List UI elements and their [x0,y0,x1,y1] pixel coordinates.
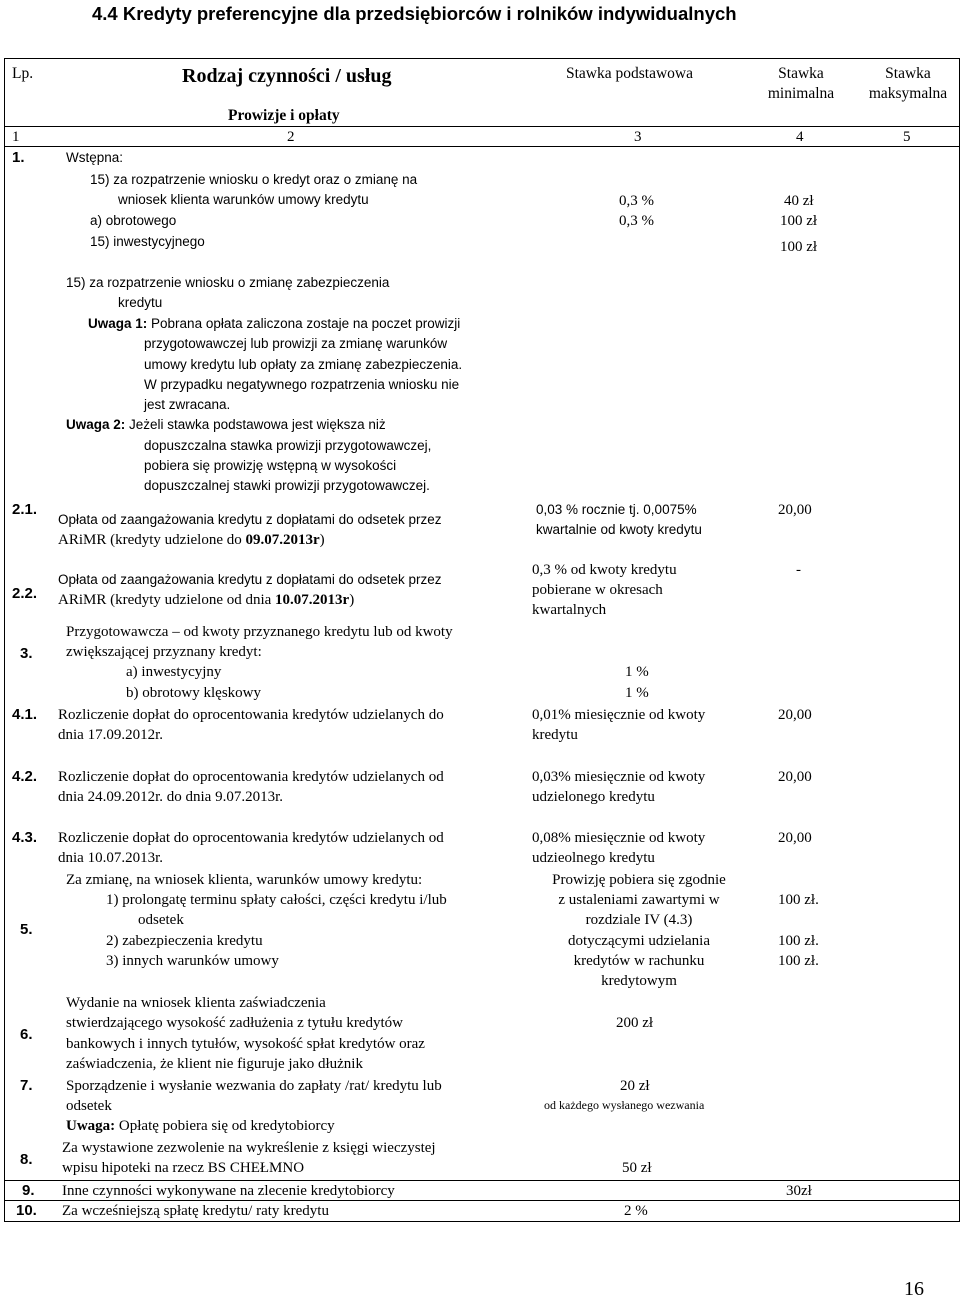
rate-value: 1 % [625,664,649,680]
header-rodzaj: Rodzaj czynności / usług [182,65,392,87]
note-label: Uwaga 2: [66,417,126,432]
note-text: Pobrana opłata zaliczona zostaje na poczet prowizji [147,316,461,331]
rate-value: pobierane w okresach [532,582,663,598]
row-text: Przygotowawcza – od kwoty przyznanego kredytu lub od kwoty [66,624,453,640]
row-text: stwierdzającego wysokość zadłużenia z tytułu kredytów [66,1015,403,1031]
row-text: 15) za rozpatrzenie wniosku o zmianę zabezpieczenia [66,275,390,290]
min-value: 20,00 [778,502,812,518]
rate-value: kredytów w rachunku [573,953,705,969]
col-number: 5 [903,129,911,145]
rate-value: z ustaleniami zawartymi w [558,892,720,908]
col-number: 4 [796,129,804,145]
rate-value: 200 zł [616,1015,654,1031]
header-stawka-min-2: minimalna [767,85,835,102]
row-text: odsetek [138,912,184,928]
row-text: a) obrotowego [90,213,177,228]
min-value: - [796,562,801,578]
note-text: Jeżeli stawka podstawowa jest większa niż [125,417,386,432]
row-text: Inne czynności wykonywane na zlecenie kredytobiorcy [62,1183,395,1199]
note-label: Uwaga: [66,1118,116,1134]
rate-value: Prowizję pobiera się zgodnie [552,872,726,888]
row-text: W przypadku negatywnego rozpatrzenia wniosku nie [144,377,460,392]
row-number: 8. [20,1151,33,1168]
rate-value: 0,03% miesięcznie od kwoty [532,769,706,785]
rate-value: kwartalnie od kwoty kredytu [536,522,702,537]
row-text-part: ARiMR (kredyty udzielone od dnia [58,592,276,608]
table-border-bottom [4,1221,960,1222]
row-text: Rozliczenie dopłat do oprocentowania kredytów udzielanych do [58,707,444,723]
header-stawka-max-2: maksymalna [868,85,948,102]
rate-value: 0,3 % od kwoty kredytu [532,562,677,578]
min-value: 100 zł. [778,933,819,949]
min-value: 100 zł. [778,892,819,908]
row-text: kredytu [118,295,163,310]
header-stawka-min: Stawka [778,65,824,82]
row-text: wniosek klienta warunków umowy kredytu [118,192,369,207]
rate-value: kwartalnych [532,602,607,618]
note-line [66,415,386,435]
min-value: 40 zł [784,193,814,209]
row-number: 10. [16,1202,37,1219]
row-number: 9. [22,1182,35,1199]
row-text: zwiększającej przyznany kredyt: [66,644,262,660]
rate-value: udzieolnego kredytu [532,850,655,866]
header-stawka-max: Stawka [885,65,931,82]
row-text-part: ARiMR (kredyty udzielone do [58,532,246,548]
header-lp: Lp. [12,65,34,82]
row-text: Opłata od zaangażowania kredytu z dopłatami do odsetek przez [58,512,442,527]
col-number: 3 [634,129,642,145]
row-text: Opłata od zaangażowania kredytu z dopłatami do odsetek przez [58,572,442,587]
row-text: jest zwracana. [144,397,231,412]
min-value: 100 zł [780,239,818,255]
row-text: Wydanie na wniosek klienta zaświadczenia [66,995,326,1011]
rate-value: 2 % [624,1203,648,1219]
table-border-top [4,58,960,59]
rate-value: kredytowym [601,973,677,989]
rate-value: 1 % [625,685,649,701]
col-number: 2 [287,129,295,145]
rate-value: dotyczącymi udzielania [567,933,711,949]
row-text: Wstępna: [66,150,124,165]
rate-value: rozdziale IV (4.3) [585,912,693,928]
table-border-left [4,58,5,1222]
rate-value: 20 zł [620,1078,650,1094]
header-separator [4,146,960,147]
rate-value: udzielonego kredytu [532,789,655,805]
row-text-part: ) [319,532,325,548]
note-line [66,1116,335,1136]
row-text [58,530,325,550]
section-title: 4.4 Kredyty preferencyjne dla przedsiębiorców i rolników indywidualnych [92,3,737,24]
page-number: 16 [904,1278,924,1300]
row-text: dopuszczalna stawka prowizji przygotowawczej, [144,438,432,453]
row-text: dnia 17.09.2012r. [58,727,163,743]
row-number: 6. [20,1026,33,1043]
rate-value: 0,3 % [619,213,654,229]
rate-value: 0,01% miesięcznie od kwoty [532,707,706,723]
row-text: przygotowawczej lub prowizji za zmianę warunków [144,336,448,351]
date-bold: 09.07.2013r [245,532,320,548]
note-line [88,314,460,334]
row-text: zaświadczenia, że klient nie figuruje jako dłużnik [66,1056,363,1072]
date-bold: 10.07.2013r [275,592,350,608]
note-text: Opłatę pobiera się od kredytobiorcy [115,1118,335,1134]
rate-value: 0,08% miesięcznie od kwoty [532,830,706,846]
row-number: 3. [20,645,33,662]
col-number: 1 [12,129,20,145]
row-text: dopuszczalnej stawki prowizji przygotowawczej. [144,478,430,493]
row-number: 1. [12,149,25,166]
rate-note: od każdego wysłanego wezwania [544,1098,705,1112]
rate-value: 0,03 % rocznie tj. 0,0075% [536,502,697,517]
row-text: 15) za rozpatrzenie wniosku o kredyt oraz o zmianę na [90,172,418,187]
row-number: 2.2. [12,585,38,602]
row-text: dnia 24.09.2012r. do dnia 9.07.2013r. [58,789,283,805]
min-value: 20,00 [778,830,812,846]
row-text: umowy kredytu lub opłaty za zmianę zabezpieczenia. [144,357,463,372]
row-text: Za wystawione zezwolenie na wykreślenie z księgi wieczystej [62,1140,436,1156]
row-text: b) obrotowy klęskowy [126,685,261,701]
row-text: Rozliczenie dopłat do oprocentowania kredytów udzielanych od [58,830,444,846]
row-text: a) inwestycyjny [126,664,222,680]
rate-value: kredytu [532,727,578,743]
row-number: 5. [20,921,33,938]
note-label: Uwaga 1: [88,316,148,331]
min-value: 20,00 [778,769,812,785]
row-text: wpisu hipoteki na rzecz BS CHEŁMNO [62,1160,305,1176]
row-text: Rozliczenie dopłat do oprocentowania kredytów udzielanych od [58,769,444,785]
row-text: 3) innych warunków umowy [106,953,279,969]
rate-value: 30zł [786,1183,812,1199]
min-value: 100 zł. [778,953,819,969]
row-text: bankowych i innych tytułów, wysokość spłat kredytów oraz [66,1036,425,1052]
row-text: odsetek [66,1098,112,1114]
row-number: 2.1. [12,501,38,518]
min-value: 100 zł [780,213,818,229]
rate-value: 0,3 % [619,193,654,209]
row-text: Za zmianę, na wniosek klienta, warunków umowy kredytu: [66,872,423,888]
min-value: 20,00 [778,707,812,723]
row-text: pobiera się prowizję wstępną w wysokości [144,458,397,473]
header-prowizje: Prowizje i opłaty [228,107,340,124]
row-text: 2) zabezpieczenia kredytu [106,933,263,949]
row-text: 1) prolongatę terminu spłaty całości, części kredytu i/lub [106,892,447,908]
row-number: 4.2. [12,768,38,785]
rate-value: 50 zł [622,1160,652,1176]
row-text: dnia 10.07.2013r. [58,850,163,866]
row-text-part: ) [349,592,355,608]
row-number: 4.3. [12,829,38,846]
row-number: 7. [20,1077,33,1094]
row-text [58,590,354,610]
row-text: Za wcześniejszą spłatę kredytu/ raty kredytu [62,1203,329,1219]
row-text: Sporządzenie i wysłanie wezwania do zapłaty /rat/ kredytu lub [66,1078,442,1094]
row-text: 15) inwestycyjnego [90,234,205,249]
header-separator [4,126,960,127]
header-stawka-podstawowa: Stawka podstawowa [566,65,693,82]
row-number: 4.1. [12,706,38,723]
